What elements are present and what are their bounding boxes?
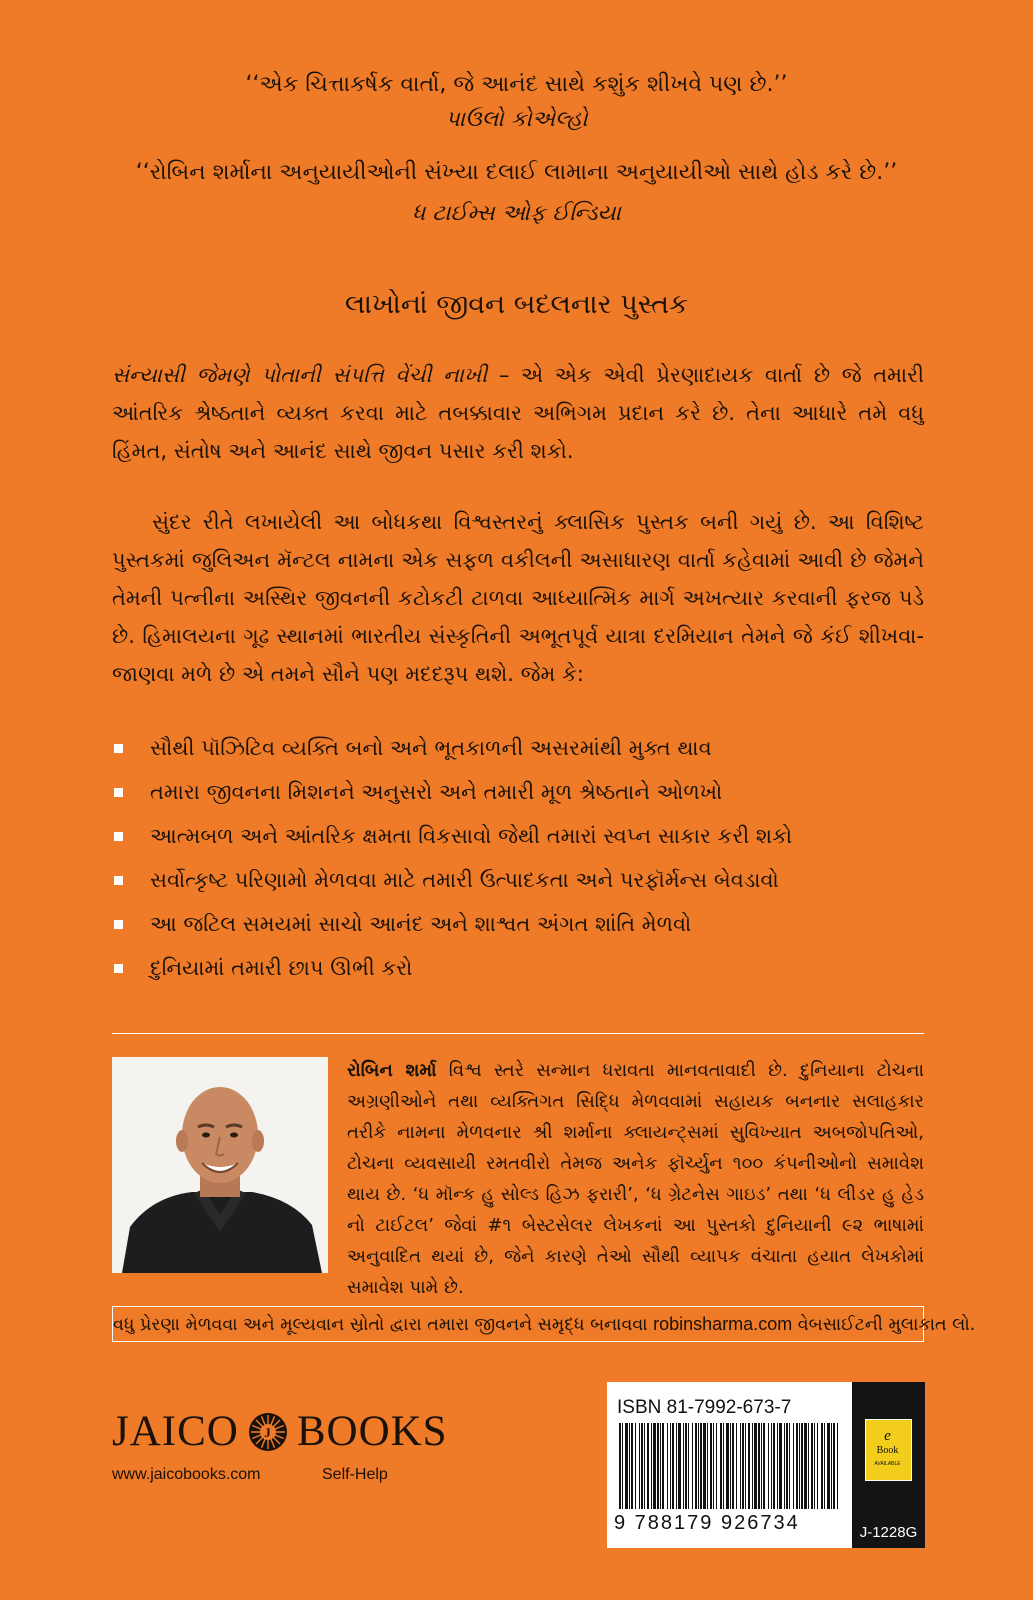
bullet-square-icon: [114, 964, 123, 973]
quote-1-text: ‘‘એક ચિત્તાકર્ષક વાર્તા, જે આનંદ સાથે કશુંક શીખવે પણ છે.’’: [245, 72, 788, 97]
barcode-bar: [688, 1423, 689, 1509]
barcode-bar: [793, 1423, 794, 1509]
ean-number: 9 788179 926734: [614, 1512, 800, 1534]
barcode-bar: [799, 1423, 800, 1509]
description-paragraph: સુંદર રીતે લખાયેલી આ બોધકથા વિશ્વસ્તરનું ક્લાસિક પુસ્તક બની ગયું છે. આ વિશિષ્ટ પુસ્તકમાં જુલિઅન મૅન્ટલ નામના એક સફળ વકીલની અસાધારણ વાર્તા કહેવામાં આવી છે જેમને તેમની પત્નીના અસ્થિર જીવનની કટોકટી ટાળવા આધ્યાત્મિક માર્ગ અખત્યાર કરવાની ફરજ પડે છે. હિમાલયના ગૂઢ સ્થાનમાં ભારતીય સંસ્કૃતિની અભૂતપૂર્વ યાત્રા દરમિયાન તેમને જે કંઈ શીખવા-જાણવા મળે છે એ તમને સૌને પણ મદદરૂપ થશે. જેમ કે:: [112, 510, 924, 686]
author-bio: [347, 1055, 924, 1303]
barcode-bar: [622, 1423, 623, 1509]
barcode-bar: [685, 1423, 687, 1509]
barcode-bar: [796, 1423, 798, 1509]
author-website-link[interactable]: robinsharma.com: [653, 1314, 793, 1334]
barcode-bar: [653, 1423, 656, 1509]
ebook-badge-sub: AVAILABLE: [874, 1461, 901, 1467]
barcode-bar: [745, 1423, 746, 1509]
barcode-bar: [833, 1423, 835, 1509]
barcode-bar: [758, 1423, 760, 1509]
barcode-bar: [771, 1423, 772, 1509]
bullet-square-icon: [114, 876, 123, 885]
barcode-bar: [635, 1423, 636, 1509]
barcode-bar: [777, 1423, 778, 1509]
barcode-bar: [789, 1423, 790, 1509]
quote-1-source: પાઉલો કોએલ્હો: [445, 107, 588, 132]
author-bio-text: વિશ્વ સ્તરે સન્માન ધરાવતા માનવતાવાદી છે. દુનિયાના ટોચના અગ્રણીઓને તથા વ્યક્તિગત સિદ્ધિ મેળવવામાં સહાયક બનનાર સલાહકાર તરીકે નામના મેળવનાર શ્રી શર્માના ક્લાયન્ટ્સમાં સુવિખ્યાત અબજોપતિઓ, ટોચના વ્યવસાયી રમતવીરો તેમજ અનેક ફૉર્ચ્યુન ૧૦૦ કંપનીઓનો સમાવેશ થાય છે. ‘ધ મૉન્ક હુ સોલ્ડ હિઝ ફરારી’, ‘ધ ગ્રેટનેસ ગાઇડ’ તથા ‘ધ લીડર હુ હેડ નો ટાઈટલ’ જેવાં #૧ બેસ્ટસેલર લેખકનાં આ પુસ્તકો દુનિયાની ૯૨ ભાષામાં અનુવાદિત થયાં છે, જેને કારણે તેઓ સૌથી વ્યાપક વંચાતા હયાત લેખકોમાં સમાવેશ પામે છે.: [347, 1060, 924, 1298]
barcode-bar: [660, 1423, 661, 1509]
barcode-bar: [827, 1423, 830, 1509]
barcode-bar: [703, 1423, 706, 1509]
book-category: Self-Help: [322, 1466, 388, 1483]
author-portrait-icon: [112, 1057, 328, 1273]
barcode-bar: [698, 1423, 699, 1509]
list-item: સૌથી પૉઝિટિવ વ્યક્તિ બનો અને ભૂતકાળની અસરમાંથી મુક્ત થાવ: [112, 726, 924, 770]
barcode-bar: [801, 1423, 803, 1509]
ebook-badge-letter: e: [884, 1428, 891, 1444]
quote-2-source: ધ ટાઈમ્સ ઓફ ઈન્ડિયા: [412, 201, 621, 226]
barcode-bar: [763, 1423, 765, 1509]
list-item: તમારા જીવનના મિશનને અનુસરો અને તમારી મૂળ શ્રેષ્ઠતાને ઓળખો: [112, 770, 924, 814]
barcode-bar: [683, 1423, 684, 1509]
publisher-name-right: BOOKS: [296, 1408, 448, 1455]
publisher-logo: [112, 1407, 448, 1457]
author-photo: [112, 1057, 328, 1273]
barcode-bar: [639, 1423, 640, 1509]
barcode-bar: [657, 1423, 659, 1509]
barcode-bar: [736, 1423, 737, 1509]
barcode-bar: [707, 1423, 708, 1509]
barcode-bar: [811, 1423, 813, 1509]
barcode-bar: [821, 1423, 823, 1509]
barcode-bar: [720, 1423, 722, 1509]
barcode-bar: [713, 1423, 714, 1509]
barcode-bar: [748, 1423, 750, 1509]
barcode-bar: [644, 1423, 645, 1509]
barcode-bar: [817, 1423, 818, 1509]
barcode-bar: [641, 1423, 643, 1509]
bullet-square-icon: [114, 788, 123, 797]
barcode-bar: [619, 1423, 621, 1509]
barcode-bar: [740, 1423, 741, 1509]
barcode-bar: [672, 1423, 674, 1509]
barcode-bar: [667, 1423, 668, 1509]
barcode-bar: [726, 1423, 729, 1509]
barcode-bar: [773, 1423, 775, 1509]
list-item: આત્મબળ અને આંતરિક ક્ષમતા વિકસાવો જેથી તમારાં સ્વપ્ન સાકાર કરી શકો: [112, 814, 924, 858]
book-code: J-1228G: [859, 1524, 918, 1541]
intro-text: – એ એક એવી પ્રેરણાદાયક વાર્તા છે જે તમારી આંતરિક શ્રેષ્ઠતાને વ્યક્ત કરવા માટે તબક્કાવાર અભિગમ પ્રદાન કરે છે. તેના આધારે તમે વધુ હિંમત, સંતોષ અને આનંદ સાથે જીવન પસાર કરી શકો.: [112, 363, 924, 463]
barcode-bar: [808, 1423, 809, 1509]
barcode-bar: [742, 1423, 744, 1509]
list-item: સર્વોત્કૃષ્ટ પરિણામો મેળવવા માટે તમારી ઉત્પાદકતા અને પરફૉર્મન્સ બેવડાવો: [112, 858, 924, 902]
barcode-bar: [754, 1423, 757, 1509]
barcode-bar: [710, 1423, 712, 1509]
intro-paragraph: [112, 356, 924, 470]
barcode-bar: [678, 1423, 681, 1509]
barcode-icon: [617, 1423, 842, 1509]
bullet-square-icon: [114, 832, 123, 841]
barcode-bar: [723, 1423, 724, 1509]
intro-book-title: સંન્યાસી જેમણે પોતાની સંપત્તિ વેંચી નાખી: [112, 363, 488, 387]
quote-2-text: ‘‘રોબિન શર્માના અનુયાયીઓની સંખ્યા દલાઈ લામાના અનુયાયીઓ સાથે હોડ કરે છે.’’: [135, 160, 898, 185]
barcode-bar: [647, 1423, 649, 1509]
barcode-bar: [804, 1423, 807, 1509]
author-name: રોબિન શર્મા: [347, 1060, 437, 1081]
barcode-bar: [716, 1423, 717, 1509]
barcode-bar: [752, 1423, 753, 1509]
barcode-bar: [814, 1423, 815, 1509]
barcode-bar: [837, 1423, 838, 1509]
bullet-square-icon: [114, 744, 123, 753]
barcode-bar: [768, 1423, 769, 1509]
list-item: દુનિયામાં તમારી છાપ ઊભી કરો: [112, 946, 924, 990]
barcode-bar: [651, 1423, 652, 1509]
barcode-bar: [662, 1423, 664, 1509]
barcode-bar: [700, 1423, 702, 1509]
jaico-wheel-icon: [247, 1411, 289, 1453]
barcode-bar: [670, 1423, 671, 1509]
barcode-bar: [695, 1423, 697, 1509]
barcode-bar: [779, 1423, 782, 1509]
section-divider: [112, 1033, 924, 1034]
isbn-text: ISBN 81-7992-673-7: [617, 1397, 792, 1418]
barcode-bar: [784, 1423, 785, 1509]
barcode-bar: [761, 1423, 762, 1509]
barcode-bar: [692, 1423, 693, 1509]
barcode-bar: [629, 1423, 630, 1509]
section-heading: લાખોનાં જીવન બદલનાર પુસ્તક: [344, 289, 689, 320]
barcode-bar: [831, 1423, 832, 1509]
barcode-bar: [824, 1423, 825, 1509]
list-item: આ જટિલ સમયમાં સાચો આનંદ અને શાશ્વત અંગત શાંતિ મેળવો: [112, 902, 924, 946]
barcode-bar: [625, 1423, 628, 1509]
publisher-website-link[interactable]: www.jaicobooks.com: [112, 1466, 261, 1483]
barcode-bar: [786, 1423, 788, 1509]
website-callout: વધુ પ્રેરણા મેળવવા અને મૂલ્યવાન સ્રોતો દ્વારા તમારા જીવનને સમૃદ્ધ બનાવવા robinsharma.com વેબસાઈટની મુલાકાત લો.: [112, 1306, 924, 1342]
ebook-badge-label: Book: [876, 1445, 899, 1456]
barcode-bar: [730, 1423, 731, 1509]
barcode-bar: [631, 1423, 633, 1509]
publisher-name-left: JAICO: [112, 1408, 239, 1455]
logo-letter: J: [264, 1425, 272, 1440]
benefits-list: [112, 726, 924, 990]
barcode-bar: [732, 1423, 734, 1509]
barcode-bar: [676, 1423, 677, 1509]
bullet-square-icon: [114, 920, 123, 929]
